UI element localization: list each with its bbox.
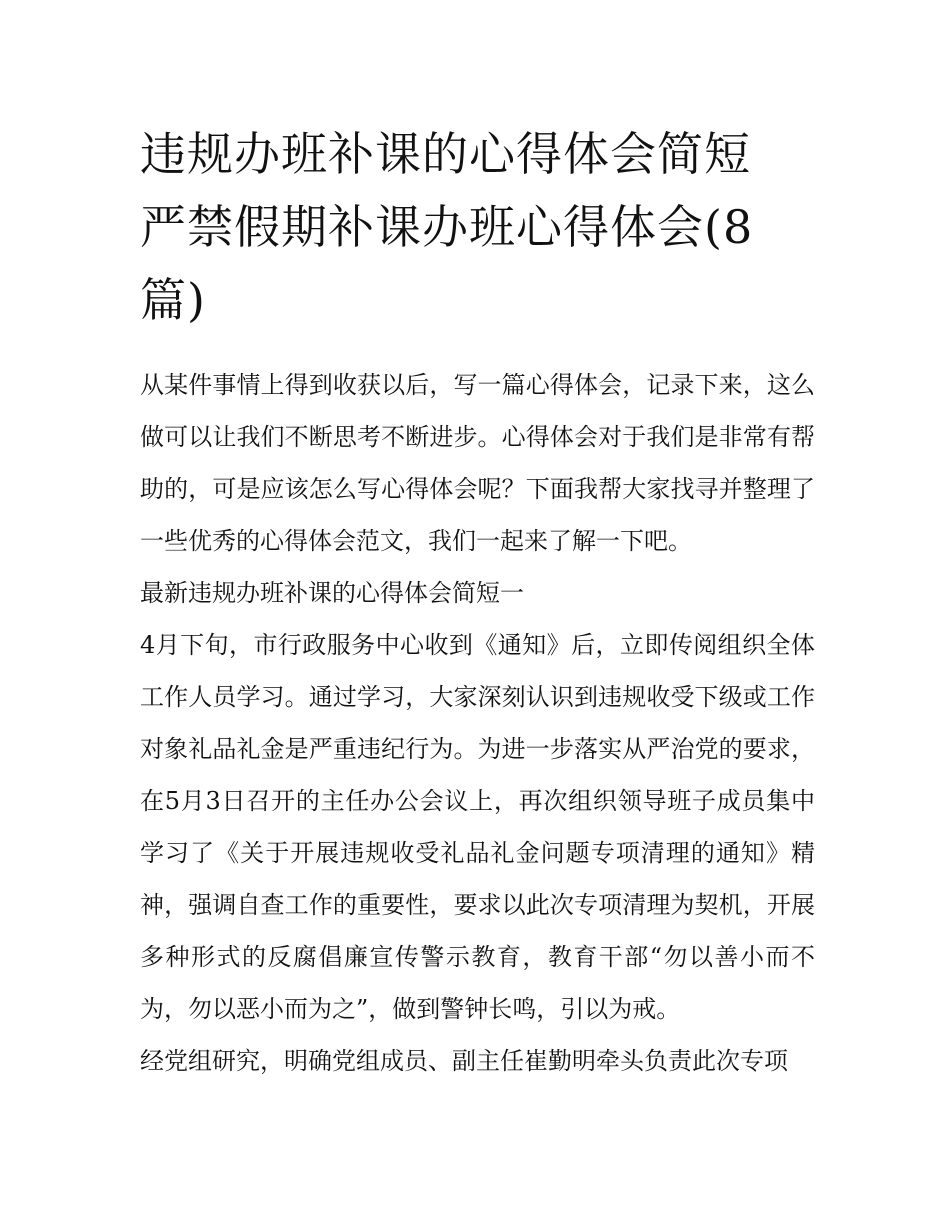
body-paragraph-1: 4月下旬，市行政服务中心收到《通知》后，立即传阅组织全体工作人员学习。通过学习，大家深刻认识到违规收受下级或工作对象礼品礼金是严重违纪行为。为进一步落实从严治党的要求，在5月3日召开的主任办公会议上，再次组织领导班子成员集中学习了《关于开展违规收受礼品礼金问题专项清理的通知》精神，强调自查工作的重要性，要求以此次专项清理为契机，开展多种形式的反腐倡廉宣传警示教育，教育干部“勿以善小而不为，勿以恶小而为之”，做到警钟长鸣，引以为戒。 [140, 631, 815, 1023]
title-line-2: 严禁假期补课办班心得体会(8 [140, 200, 754, 254]
document-page [140, 118, 815, 1087]
title-line-1: 违规办班补课的心得体会简短 [140, 127, 751, 181]
intro-paragraph: 从某件事情上得到收获以后，写一篇心得体会，记录下来，这么做可以让我们不断思考不断进步。心得体会对于我们是非常有帮助的，可是应该怎么写心得体会呢？下面我帮大家找寻并整理了一些优秀的心得体会范文，我们一起来了解一下吧。 [140, 371, 815, 555]
body-paragraph-2: 经党组研究，明确党组成员、副主任崔勤明牵头负责此次专项 [140, 1047, 788, 1075]
section-heading: 最新违规办班补课的心得体会简短一 [140, 579, 524, 607]
document-title [140, 118, 815, 337]
title-line-3: 篇) [140, 273, 206, 327]
